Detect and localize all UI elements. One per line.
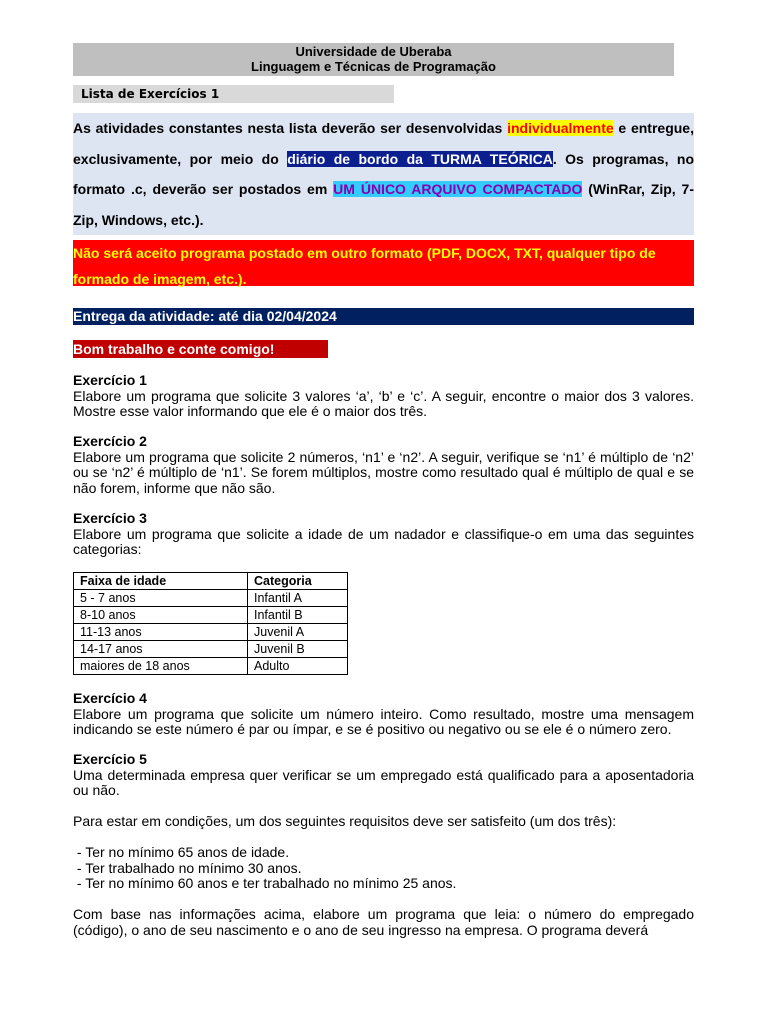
requirements-list (73, 845, 456, 892)
exercise-title: Exercício 1 (73, 372, 147, 388)
exercise-1 (73, 373, 694, 420)
list-item: - Ter no mínimo 60 anos e ter trabalhado no mínimo 25 anos. (73, 875, 457, 891)
exercise-body: Elabore um programa que solicite 3 valores ‘a’, ‘b’ e ‘c’. A seguir, encontre o maior dos 3 valores. Mostre esse valor informando que ele é o maior dos três. (73, 387, 694, 419)
list-item: - Ter trabalhado no mínimo 30 anos. (73, 859, 302, 876)
table-row (74, 658, 348, 675)
exercise-body: Elabore um programa que solicite 2 números, ‘n1’ e ‘n2’. A seguir, verifique se ‘n1’ é múltiplo de ‘n2’ ou se ‘n2’ é múltiplo de ‘n1’. Se forem múltiplos, mostre como resultado qual é múltiplo de qual e se não forem, informe que não são. (73, 448, 694, 496)
document-header (73, 43, 674, 76)
table-cell: Juvenil A (248, 624, 348, 641)
age-category-table (73, 572, 348, 675)
intro-text-1: As atividades constantes nesta lista deverão ser desenvolvidas (73, 120, 508, 136)
good-work-banner: Bom trabalho e conte comigo! (73, 340, 328, 358)
table-cell: 11-13 anos (74, 624, 248, 641)
table-row (74, 641, 348, 658)
table-row (74, 590, 348, 607)
exercise-title: Exercício 5 (73, 751, 147, 767)
university-name: Universidade de Uberaba (295, 44, 452, 59)
intro-text-3: . Os programas, no formato .c, deverão ser postados em (73, 150, 695, 197)
list-title: Lista de Exercícios 1 (73, 85, 394, 103)
exercise-body: Uma determinada empresa quer verificar se um empregado está qualificado para a aposentadoria ou não. (73, 766, 694, 798)
exercise-4 (73, 691, 694, 738)
delivery-deadline: Entrega da atividade: até dia 02/04/2024 (73, 308, 694, 325)
table-header: Categoria (248, 573, 348, 590)
intro-text-4: (WinRar, Zip, 7-Zip, Windows, etc.). (73, 181, 694, 228)
intro-text-2: e entregue, exclusivamente, por meio do (73, 120, 694, 167)
highlight-diario-de-bordo: diário de bordo da TURMA TEÓRICA (287, 150, 553, 167)
format-warning: Não será aceito programa postado em outro formato (PDF, DOCX, TXT, qualquer tipo de formado de imagem, etc.). (73, 240, 694, 286)
exercise-5 (73, 752, 694, 799)
table-cell: maiores de 18 anos (74, 658, 248, 675)
table-cell: Juvenil B (248, 641, 348, 658)
table-header: Faixa de idade (74, 573, 248, 590)
course-name: Linguagem e Técnicas de Programação (251, 59, 496, 74)
exercise-3 (73, 511, 694, 558)
table-cell: 8-10 anos (74, 607, 248, 624)
table-cell: Infantil B (248, 607, 348, 624)
table-row (74, 607, 348, 624)
highlight-arquivo-compactado: UM ÚNICO ARQUIVO COMPACTADO (333, 181, 583, 197)
highlight-individualmente: individualmente (507, 120, 614, 136)
table-cell: Infantil A (248, 590, 348, 607)
conditions-intro: Para estar em condições, um dos seguintes requisitos deve ser satisfeito (um dos três): (73, 813, 617, 829)
table-header-row (74, 573, 348, 590)
exercise-title: Exercício 3 (73, 510, 147, 526)
table-row (74, 624, 348, 641)
table-cell: 5 - 7 anos (74, 590, 248, 607)
table-cell: 14-17 anos (74, 641, 248, 658)
exercise-body: Elabore um programa que solicite a idade de um nadador e classifique-o em uma das seguintes categorias: (73, 525, 694, 557)
table-cell: Adulto (248, 658, 348, 675)
intro-paragraph (73, 113, 694, 235)
exercise-body: Elabore um programa que solicite um número inteiro. Como resultado, mostre uma mensagem indicando se este número é par ou ímpar, e se é positivo ou negativo ou se ele é o número zero. (73, 705, 694, 737)
list-item: - Ter no mínimo 65 anos de idade. (73, 844, 290, 860)
exercise-title: Exercício 4 (73, 690, 147, 706)
final-paragraph: Com base nas informações acima, elabore um programa que leia: o número do empregado (código), o ano de seu nascimento e o ano de seu ingresso na empresa. O programa deverá (73, 906, 694, 938)
exercise-title: Exercício 2 (73, 433, 147, 449)
exercise-2 (73, 434, 694, 496)
